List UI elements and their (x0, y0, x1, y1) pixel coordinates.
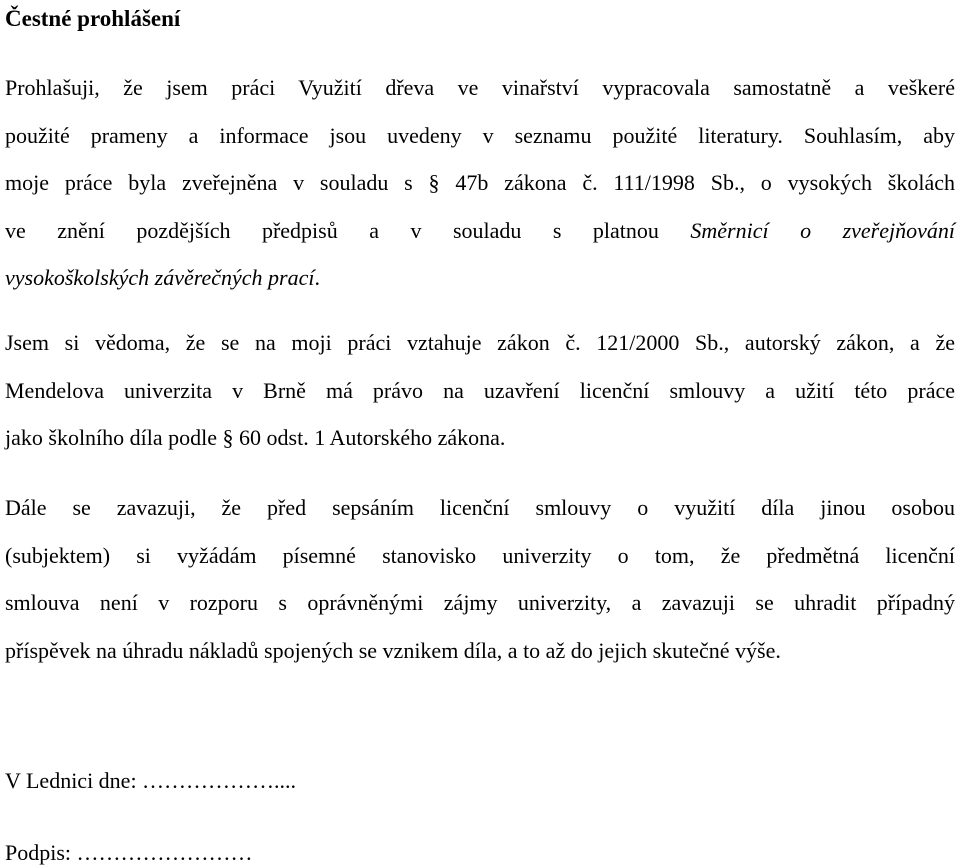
directive-title-part-2: vysokoškolských závěrečných prací (5, 265, 315, 290)
declaration-paragraph-2 (5, 319, 955, 462)
declaration-paragraph-3 (5, 484, 955, 674)
paragraph-1-line-1: Prohlašuji, že jsem práci Využití dřeva ve vinařství vypracovala samostatně a veškeré (5, 75, 955, 100)
paragraph-1-line-3: moje práce byla zveřejněna v souladu s § 47b zákona č. 111/1998 Sb., o vysokých školách (5, 170, 955, 195)
paragraph-1-line-4 (5, 207, 955, 255)
declaration-paragraph-1 (5, 64, 955, 302)
paragraph-2-line-3: jako školního díla podle § 60 odst. 1 Autorského zákona. (5, 425, 506, 450)
signature-line: Podpis: …………………… (5, 840, 253, 865)
place-date-line: V Lednici dne: ……………….... (5, 768, 297, 793)
paragraph-1-line-4-text: ve znění pozdějších předpisů a v souladu s platnou (5, 217, 691, 243)
paragraph-1-line-5-end: . (314, 265, 320, 290)
paragraph-1-line-5 (5, 254, 955, 302)
paragraph-2-line-1: Jsem si vědoma, že se na moji práci vztahuje zákon č. 121/2000 Sb., autorský zákon, a že (5, 330, 955, 355)
page-title: Čestné prohlášení (5, 6, 181, 31)
paragraph-2-line-2: Mendelova univerzita v Brně má právo na uzavření licenční smlouvy a užití této práce (5, 377, 955, 403)
paragraph-3-line-2: (subjektem) si vyžádám písemné stanovisko univerzity o tom, že předmětná licenční (5, 542, 955, 568)
paragraph-3-line-3: smlouva není v rozporu s oprávněnými zájmy univerzity, a zavazuji se uhradit případný (5, 590, 955, 615)
directive-title-part-1: Směrnicí o zveřejňování (690, 217, 955, 243)
paragraph-3-line-4: příspěvek na úhradu nákladů spojených se vznikem díla, a to až do jejich skutečné výše. (5, 637, 781, 663)
paragraph-3-line-1: Dále se zavazuji, že před sepsáním licenční smlouvy o využití díla jinou osobou (5, 495, 955, 520)
paragraph-1-line-2: použité prameny a informace jsou uvedeny v seznamu použité literatury. Souhlasím, aby (5, 122, 955, 148)
